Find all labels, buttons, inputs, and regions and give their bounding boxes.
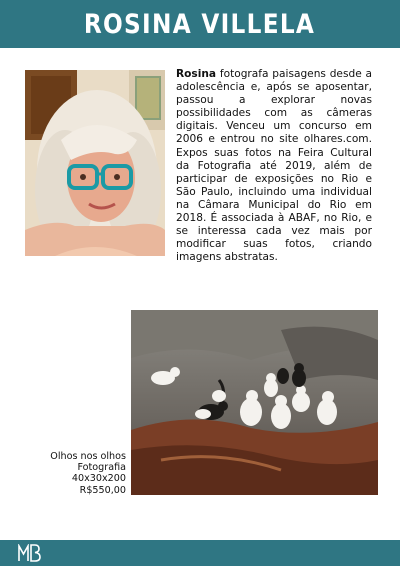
artwork-caption [6, 451, 126, 496]
bio-name: Rosina [176, 68, 217, 80]
artwork-dimensions: 40x30x200 [71, 473, 126, 485]
artist-bio [176, 68, 372, 264]
bio-text: fotografa paisagens desde a adolescência e, após se aposentar, passou a explorar novas possibilidades com as câmeras digitais. Venceu um concurso em 2006 e entrou no site olhares.com. Expos suas fotos na Feira Cultural da Fotografia até 2019, além de participar de exposições no Rio e São Paulo, incluindo uma individual na Câmara Municipal do Rio em 2018. É associada à ABAF, no Rio, e se interessa cada vez mais por modificar suas fotos, criando imagens abstratas. [176, 68, 372, 264]
artwork-title: Olhos nos olhos [50, 451, 126, 462]
artist-name-title: ROSINA VILLELA [84, 8, 316, 40]
mb-logo-icon [18, 544, 42, 562]
artist-portrait [25, 70, 165, 256]
artwork-price: R$550,00 [79, 484, 126, 496]
page-footer [0, 540, 400, 566]
page-header [0, 0, 400, 48]
artwork-photo [131, 310, 378, 495]
artwork-medium: Fotografia [77, 462, 126, 474]
